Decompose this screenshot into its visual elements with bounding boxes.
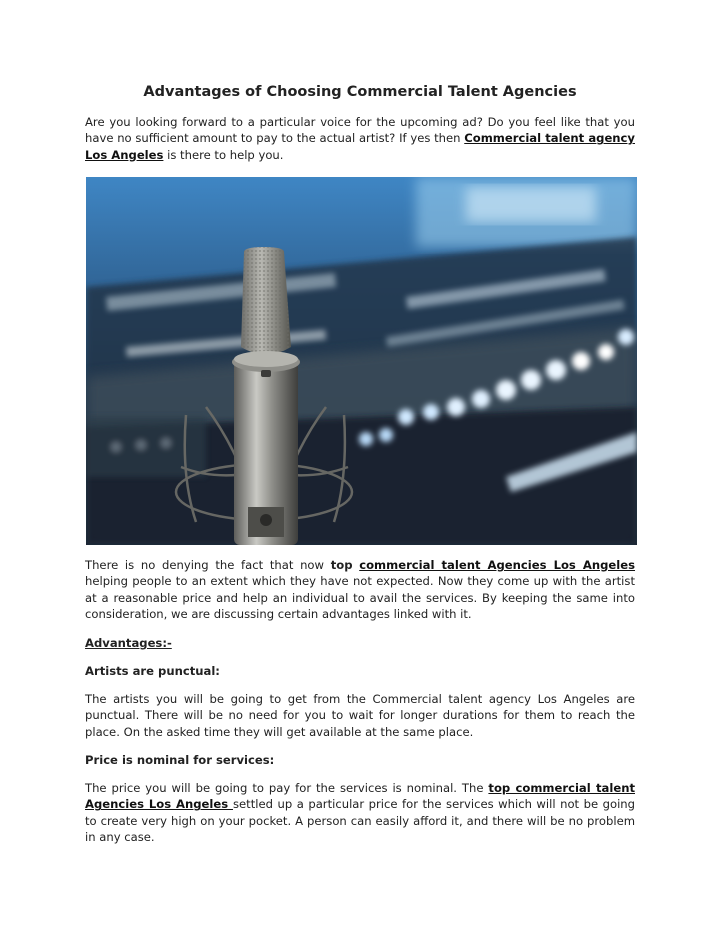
intro-paragraph (85, 114, 635, 163)
price-text-end: settled up a particular price for the services which will not be going to create very high on your pocket. A person can easily afford it, and there will be no problem in any case. (85, 797, 635, 845)
second-paragraph (85, 557, 635, 623)
second-text-end: helping people to an extent which they have not expected. Now they come up with the artist at a reasonable price and help an individual to avail the services. By keeping the same into consideration, we are discussing certain advantages linked with it. (85, 574, 635, 622)
price-heading: Price is nominal for services: (85, 753, 275, 767)
intro-text: Are you looking forward to a particular voice for the upcoming ad? Do you feel like that you have no sufficient amount to pay to the actual artist? If yes then (85, 115, 635, 146)
second-text: There is no denying the fact that now (85, 558, 331, 572)
agencies-link[interactable]: commercial talent Agencies Los Angeles (359, 558, 636, 572)
price-text: The price you will be going to pay for the services is nominal. The (85, 781, 489, 795)
top-bold-text: top (330, 558, 353, 572)
advantages-heading: Advantages:- (85, 636, 172, 650)
page-title: Advantages of Choosing Commercial Talent Agencies (143, 84, 577, 100)
agency-link[interactable]: Commercial talent agency Los Angeles (85, 131, 635, 162)
price-agencies-link[interactable]: top commercial talent Agencies Los Angeles (85, 781, 635, 812)
punctual-paragraph: The artists you will be going to get from the Commercial talent agency Los Angeles are punctual. There will be no need for you to wait for longer durations for them to reach the place. On the asked time they will get available at the same place. (85, 692, 635, 739)
price-paragraph (85, 780, 635, 846)
microphone-photo (86, 177, 637, 545)
intro-text-end: is there to help you. (163, 147, 284, 162)
punctual-heading: Artists are punctual: (85, 664, 220, 678)
